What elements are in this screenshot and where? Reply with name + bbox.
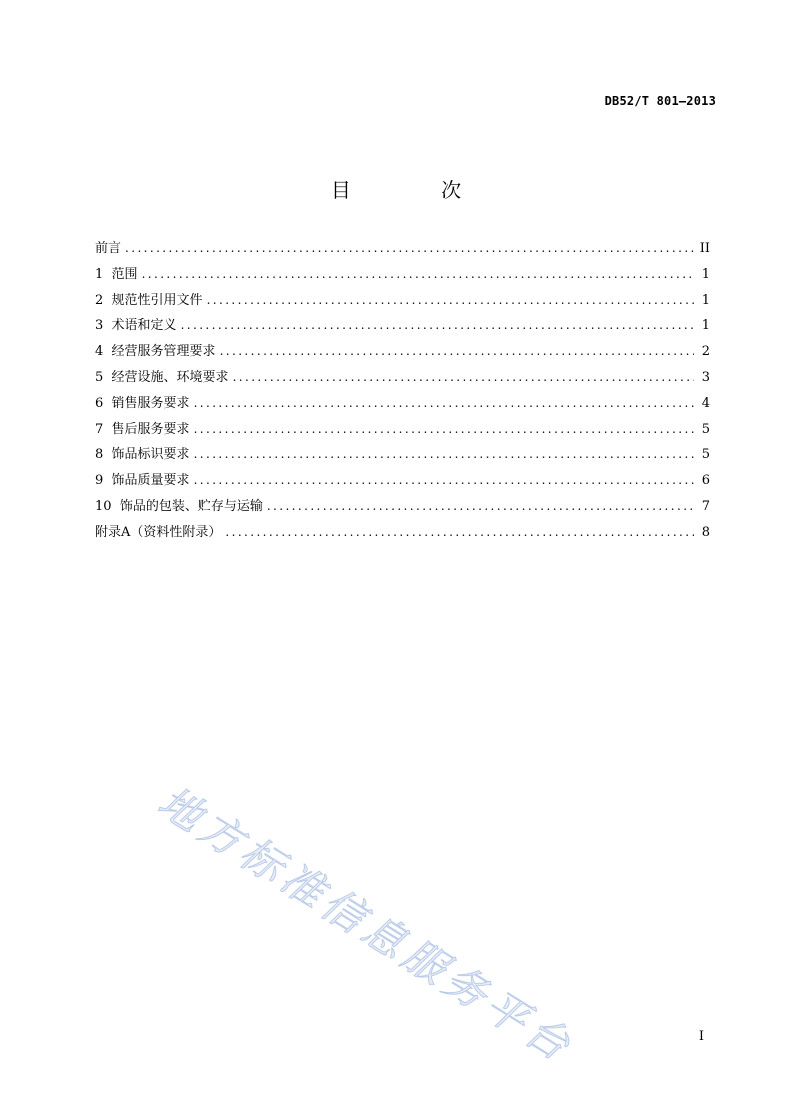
toc-entry-number: 4	[95, 344, 104, 360]
toc-entry-label: 经营服务管理要求	[111, 344, 216, 360]
toc-entry-page: 1	[701, 318, 710, 334]
toc-entry-label: 销售服务要求	[111, 395, 190, 411]
toc-entry-5[interactable]	[95, 365, 710, 391]
toc-leader-dots	[207, 288, 694, 314]
toc-entry-page: II	[699, 241, 710, 256]
toc-entry-page: 3	[701, 369, 710, 385]
toc-entry-page: 4	[701, 395, 710, 411]
toc-leader-dots	[181, 313, 694, 339]
toc-entry-label: 售后服务要求	[111, 421, 190, 437]
toc-entry-number: 8	[95, 447, 104, 463]
toc-entry-label: 饰品标识要求	[111, 447, 190, 463]
toc-entry-page: 5	[701, 421, 710, 437]
toc-entry-label: 范围	[111, 266, 138, 282]
toc-entry-8[interactable]	[95, 442, 710, 468]
toc-entry-label: 前言	[95, 241, 122, 256]
toc-entry-number: 5	[95, 369, 104, 385]
toc-entry-foreword[interactable]	[95, 236, 710, 262]
toc-entry-4[interactable]	[95, 339, 710, 365]
toc-entry-page: 7	[701, 498, 710, 514]
toc-entry-number: 9	[95, 473, 104, 489]
toc-leader-dots	[225, 520, 694, 546]
toc-entry-page: 5	[701, 447, 710, 463]
watermark: 地方标准信息服务平台	[149, 776, 583, 1073]
toc-entry-number: 2	[95, 292, 104, 308]
toc-leader-dots	[194, 468, 694, 494]
toc-entry-3[interactable]	[95, 313, 710, 339]
toc-entry-label: 饰品质量要求	[111, 473, 190, 489]
document-code: DB52/T 801—2013	[604, 94, 716, 108]
toc-leader-dots	[233, 365, 694, 391]
page-number: I	[698, 1029, 704, 1044]
toc-leader-dots	[125, 236, 694, 262]
toc-leader-dots	[142, 262, 694, 288]
toc-leader-dots	[194, 442, 694, 468]
toc-entry-label: 规范性引用文件	[111, 292, 203, 308]
toc-entry-page: 1	[701, 266, 710, 282]
toc-entry-2[interactable]	[95, 288, 710, 314]
toc-entry-7[interactable]	[95, 417, 710, 443]
toc-entry-number: 10	[95, 498, 112, 514]
toc-entry-page: 8	[701, 524, 710, 540]
toc-entry-label: 术语和定义	[111, 318, 177, 334]
toc-entry-number: 3	[95, 318, 104, 334]
toc-entry-9[interactable]	[95, 468, 710, 494]
toc-entry-6[interactable]	[95, 391, 710, 417]
toc-entry-label: 附录A（资料性附录）	[95, 524, 222, 540]
toc-entry-number: 1	[95, 266, 104, 282]
toc-entry-number: 7	[95, 421, 104, 437]
table-of-contents	[95, 236, 710, 546]
toc-entry-page: 2	[701, 344, 710, 360]
toc-leader-dots	[194, 391, 694, 417]
toc-entry-1[interactable]	[95, 262, 710, 288]
toc-title: 目 次	[330, 178, 504, 202]
toc-entry-page: 1	[701, 292, 710, 308]
toc-entry-number: 6	[95, 395, 104, 411]
toc-entry-page: 6	[701, 473, 710, 489]
toc-entry-appendix-a[interactable]	[95, 520, 710, 546]
toc-leader-dots	[194, 417, 694, 443]
toc-leader-dots	[220, 339, 694, 365]
toc-entry-label: 饰品的包装、贮存与运输	[119, 498, 263, 514]
toc-entry-10[interactable]	[95, 494, 710, 520]
toc-entry-label: 经营设施、环境要求	[111, 369, 229, 385]
toc-leader-dots	[267, 494, 694, 520]
